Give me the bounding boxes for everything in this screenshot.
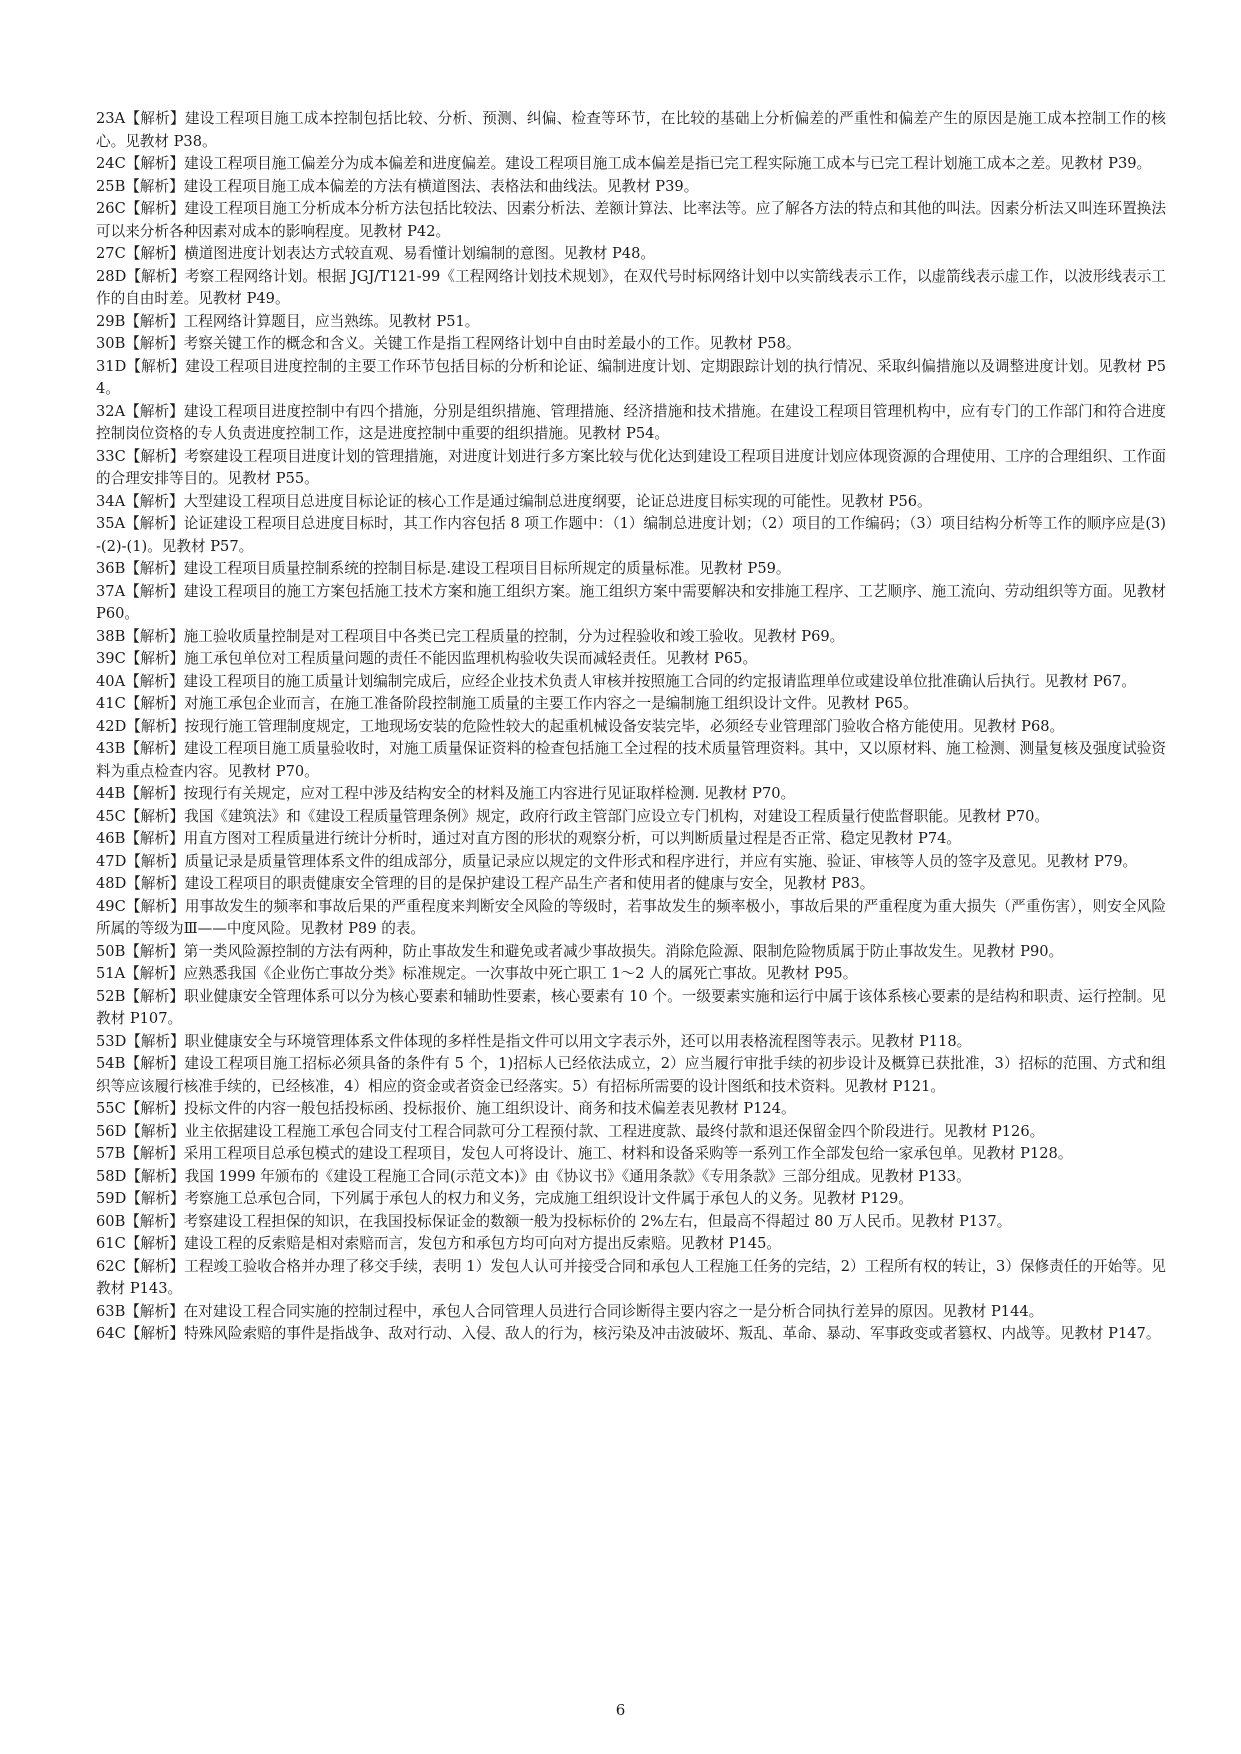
answer-item: 61C【解析】建设工程的反索赔是相对索赔而言，发包方和承包方均可向对方提出反索赔。见教材 P145。 <box>96 1235 781 1252</box>
answer-item: 58D【解析】我国 1999 年颁布的《建设工程施工合同(示范文本)》由《协议书》《通用条款》《专用条款》三部分组成。见教材 P133。 <box>96 1167 971 1185</box>
answer-item: 40A【解析】建设工程项目的施工质量计划编制完成后，应经企业技术负责人审核并按照施工合同的约定报请监理单位或建设单位批准确认后执行。见教材 P67。 <box>96 672 1136 690</box>
answer-item: 44B【解析】按现行有关规定，应对工程中涉及结构安全的材料及施工内容进行见证取样检测. 见教材 P70。 <box>96 785 796 802</box>
answer-item: 60B【解析】考察建设工程担保的知识，在我国投标保证金的数额一般为投标标价的 2%左右，但最高不得超过 80 万人民币。见教材 P137。 <box>96 1212 1012 1230</box>
answer-item: 56D【解析】业主依据建设工程施工承包合同支付工程合同款可分工程预付款、工程进度款、最终付款和退还保留金四个阶段进行。见教材 P126。 <box>96 1122 1045 1140</box>
page-number: 6 <box>615 1701 626 1719</box>
answer-item: 42D【解析】按现行施工管理制度规定，工地现场安装的危险性较大的起重机械设备安装完毕，必须经专业管理部门验收合格方能使用。见教材 P68。 <box>96 717 1065 735</box>
answer-list <box>96 108 1166 1346</box>
answer-item: 32A【解析】建设工程项目进度控制中有四个措施，分别是组织措施、管理措施、经济措施和技术措施。在建设工程项目管理机构中，应有专门的工作部门和符合进度控制岗位资格的专人负责进度控制工作，这是进度控制中重要的组织措施。见教材 P54。 <box>96 402 1166 442</box>
answer-item: 43B【解析】建设工程项目施工质量验收时，对施工质量保证资料的检查包括施工全过程的技术质量管理资料。其中，又以原材料、施工检测、测量复核及强度试验资料为重点检查内容。见教材 P70。 <box>96 740 1166 780</box>
answer-item: 28D【解析】考察工程网络计划。根据 JGJ/T121-99《工程网络计划技术规划》，在双代号时标网络计划中以实箭线表示工作，以虚箭线表示虚工作，以波形线表示工作的自由时差。见教材 P49。 <box>96 267 1166 307</box>
answer-item: 24C【解析】建设工程项目施工偏差分为成本偏差和进度偏差。建设工程项目施工成本偏差是指已完工程实际施工成本与已完工程计划施工成本之差。见教材 P39。 <box>96 155 1152 172</box>
answer-item: 25B【解析】建设工程项目施工成本偏差的方法有横道图法、表格法和曲线法。见教材 P39。 <box>96 177 699 195</box>
answer-item: 53D【解析】职业健康安全与环境管理体系文件体现的多样性是指文件可以用文字表示外，还可以用表格流程图等表示。见教材 P118。 <box>96 1032 972 1050</box>
answer-item: 29B【解析】工程网络计算题目，应当熟练。见教材 P51。 <box>96 312 480 330</box>
answer-item: 38B【解析】施工验收质量控制是对工程项目中各类已完工程质量的控制，分为过程验收和竣工验收。见教材 P69。 <box>96 627 845 645</box>
answer-item: 41C【解析】对施工承包企业而言，在施工准备阶段控制施工质量的主要工作内容之一是编制施工组织设计文件。见教材 P65。 <box>96 695 918 712</box>
answer-item: 49C【解析】用事故发生的频率和事故后果的严重程度来判断安全风险的等级时，若事故发生的频率极小，事故后果的严重程度为重大损失（严重伤害），则安全风险所属的等级为Ⅲ——中度风险。见教材 P89 的表。 <box>96 897 1166 937</box>
answer-item: 37A【解析】建设工程项目的施工方案包括施工技术方案和施工组织方案。施工组织方案中需要解决和安排施工程序、工艺顺序、施工流向、劳动组织等方面。见教材 P60。 <box>96 582 1166 622</box>
answer-item: 59D【解析】考察施工总承包合同，下列属于承包人的权力和义务，完成施工组织设计文件属于承包人的义务。见教材 P129。 <box>96 1190 913 1207</box>
answer-item: 54B【解析】建设工程项目施工招标必须具备的条件有 5 个，1)招标人已经依法成立，2）应当履行审批手续的初步设计及概算已获批准，3）招标的范围、方式和组织等应该履行核准手续的，已经核准，4）相应的资金或者资金已经落实。5）有招标所需要的设计图纸和技术资料。见教材 P121。 <box>96 1055 1166 1095</box>
answer-item: 50B【解析】第一类风险源控制的方法有两种，防止事故发生和避免或者减少事故损失。消除危险源、限制危险物质属于防止事故发生。见教材 P90。 <box>96 942 1064 960</box>
answer-item: 30B【解析】考察关键工作的概念和含义。关键工作是指工程网络计划中自由时差最小的工作。见教材 P58。 <box>96 335 801 352</box>
answer-item: 52B【解析】职业健康安全管理体系可以分为核心要素和辅助性要素，核心要素有 10 个。一级要素实施和运行中属于该体系核心要素的是结构和职责、运行控制。见教材 P107。 <box>96 987 1166 1027</box>
answer-item: 64C【解析】特殊风险索赔的事件是指战争、敌对行动、入侵、敌人的行为，核污染及冲击波破坏、叛乱、革命、暴动、军事政变或者篡权、内战等。见教材 P147。 <box>96 1325 1161 1342</box>
answer-item: 47D【解析】质量记录是质量管理体系文件的组成部分，质量记录应以规定的文件形式和程序进行，并应有实施、验证、审核等人员的签字及意见。见教材 P79。 <box>96 852 1138 870</box>
answer-item: 55C【解析】投标文件的内容一般包括投标函、投标报价、施工组织设计、商务和技术偏差表见教材 P124。 <box>96 1100 796 1117</box>
answer-item: 34A【解析】大型建设工程项目总进度目标论证的核心工作是通过编制总进度纲要，论证总进度目标实现的可能性。见教材 P56。 <box>96 492 932 510</box>
answer-item: 45C【解析】我国《建筑法》和《建设工程质量管理条例》规定，政府行政主管部门应设立专门机构，对建设工程质量行使监督职能。见教材 P70。 <box>96 807 1049 825</box>
answer-item: 62C【解析】工程竣工验收合格并办理了移交手续，表明 1）发包人认可并接受合同和承包人工程施工任务的完结，2）工程所有权的转让，3）保修责任的开始等。见教材 P143。 <box>96 1257 1166 1297</box>
answer-item: 33C【解析】考察建设工程项目进度计划的管理措施，对进度计划进行多方案比较与优化达到建设工程项目进度计划应体现资源的合理使用、工序的合理组织、工作面的合理安排等目的。见教材 P55。 <box>96 447 1166 487</box>
answer-item: 36B【解析】建设工程项目质量控制系统的控制目标是.建设工程项目目标所规定的质量标准。见教材 P59。 <box>96 560 791 577</box>
answer-item: 39C【解析】施工承包单位对工程质量问题的责任不能因监理机构验收失误而减轻责任。见教材 P65。 <box>96 650 758 667</box>
answer-item: 46B【解析】用直方图对工程质量进行统计分析时，通过对直方图的形状的观察分析，可以判断质量过程是否正常、稳定见教材 P74。 <box>96 830 961 847</box>
answer-item: 51A【解析】应熟悉我国《企业伤亡事故分类》标准规定。一次事故中死亡职工 1～2 人的属死亡事故。见教材 P95。 <box>96 965 858 982</box>
answer-item: 63B【解析】在对建设工程合同实施的控制过程中，承包人合同管理人员进行合同诊断得主要内容之一是分析合同执行差异的原因。见教材 P144。 <box>96 1302 1044 1320</box>
answer-item: 23A【解析】建设工程项目施工成本控制包括比较、分析、预测、纠偏、检查等环节，在比较的基础上分析偏差的严重性和偏差产生的原因是施工成本控制工作的核心。见教材 P38。 <box>96 110 1166 150</box>
answer-item: 26C【解析】建设工程项目施工分析成本分析方法包括比较法、因素分析法、差额计算法、比率法等。应了解各方法的特点和其他的叫法。因素分析法又叫连环置换法可以来分析各种因素对成本的影响程度。见教材 P42。 <box>96 200 1166 240</box>
answer-item: 48D【解析】建设工程项目的职责健康安全管理的目的是保护建设工程产品生产者和使用者的健康与安全，见教材 P83。 <box>96 875 875 892</box>
answer-item: 31D【解析】建设工程项目进度控制的主要工作环节包括目标的分析和论证、编制进度计划、定期跟踪计划的执行情况、采取纠偏措施以及调整进度计划。见教材 P54。 <box>96 357 1166 397</box>
answer-item: 57B【解析】采用工程项目总承包模式的建设工程项目，发包人可将设计、施工、材料和设备采购等一系列工作全部发包给一家承包单。见教材 P128。 <box>96 1145 1073 1162</box>
answer-item: 35A【解析】论证建设工程项目总进度目标时，其工作内容包括 8 项工作题中：（1）编制总进度计划；（2）项目的工作编码；（3）项目结构分析等工作的顺序应是(3)-(2)-(1)。见教材 P57。 <box>96 515 1166 555</box>
answer-item: 27C【解析】横道图进度计划表达方式较直观、易看懂计划编制的意图。见教材 P48。 <box>96 245 655 262</box>
